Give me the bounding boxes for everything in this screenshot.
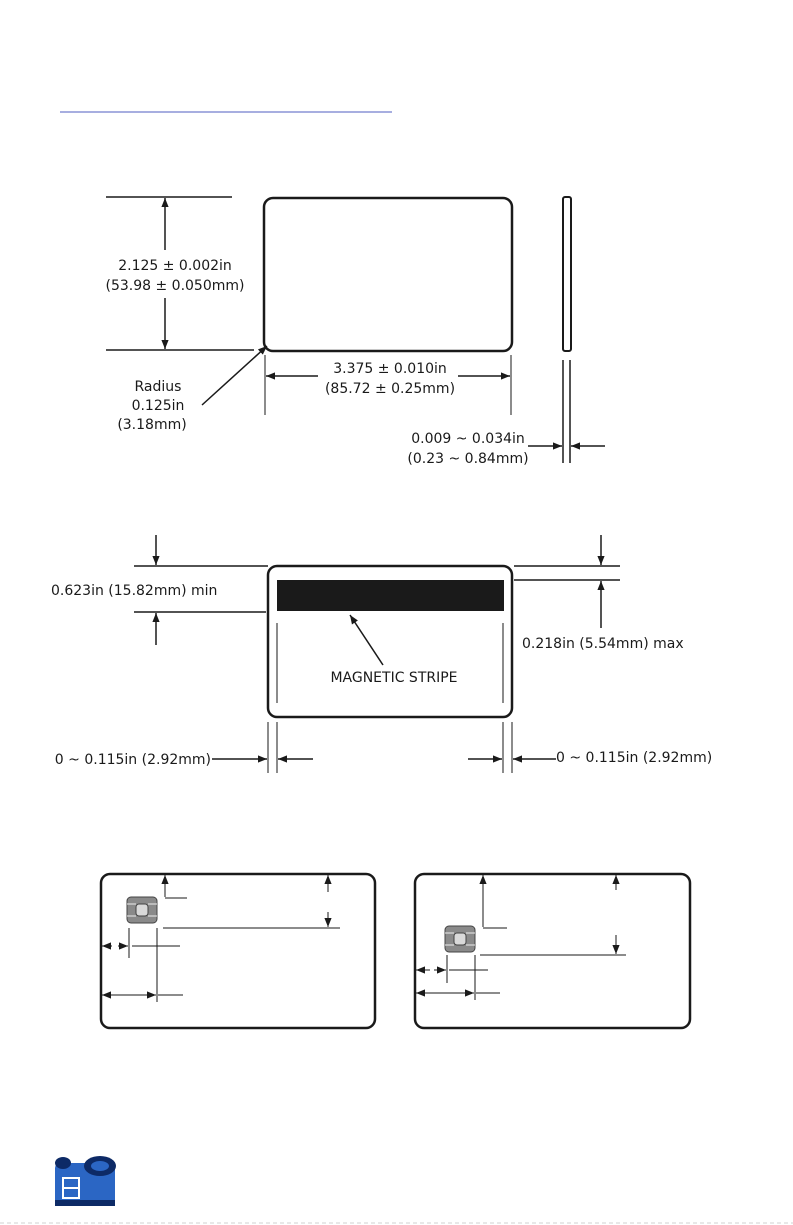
width-dim-line1: 3.375 ± 0.010in <box>333 361 447 377</box>
chip-right <box>445 926 475 952</box>
radius-leader <box>202 346 267 405</box>
width-dim-line2: (85.72 ± 0.25mm) <box>324 381 456 397</box>
height-dim-line1: 2.125 ± 0.002in <box>118 258 232 274</box>
figure-chip-positions <box>101 874 690 1028</box>
stripe-offset-label: 0.623in (15.82mm) min <box>51 583 218 599</box>
ribbon-roll-icon <box>55 1156 116 1206</box>
thickness-line1: 0.009 ~ 0.034in <box>411 431 525 447</box>
height-dim-line2: (53.98 ± 0.050mm) <box>105 278 245 294</box>
magnetic-stripe <box>277 580 504 611</box>
figure-magnetic-stripe <box>134 535 620 773</box>
radius-label-line1: Radius <box>134 379 182 395</box>
stripe-label-leader <box>350 615 383 665</box>
right-clearance-label: 0 ~ 0.115in (2.92mm) <box>556 750 713 766</box>
radius-label-line3: (3.18mm) <box>117 417 187 433</box>
card-front-outline <box>264 198 512 351</box>
thickness-line2: (0.23 ~ 0.84mm) <box>407 451 529 467</box>
chip-left <box>127 897 157 923</box>
magnetic-stripe-label: MAGNETIC STRIPE <box>330 670 458 686</box>
stripe-width-label: 0.218in (5.54mm) max <box>522 636 684 652</box>
left-clearance-label: 0 ~ 0.115in (2.92mm) <box>54 752 211 768</box>
card-side-outline <box>563 197 571 351</box>
radius-label-line2: 0.125in <box>131 398 185 414</box>
